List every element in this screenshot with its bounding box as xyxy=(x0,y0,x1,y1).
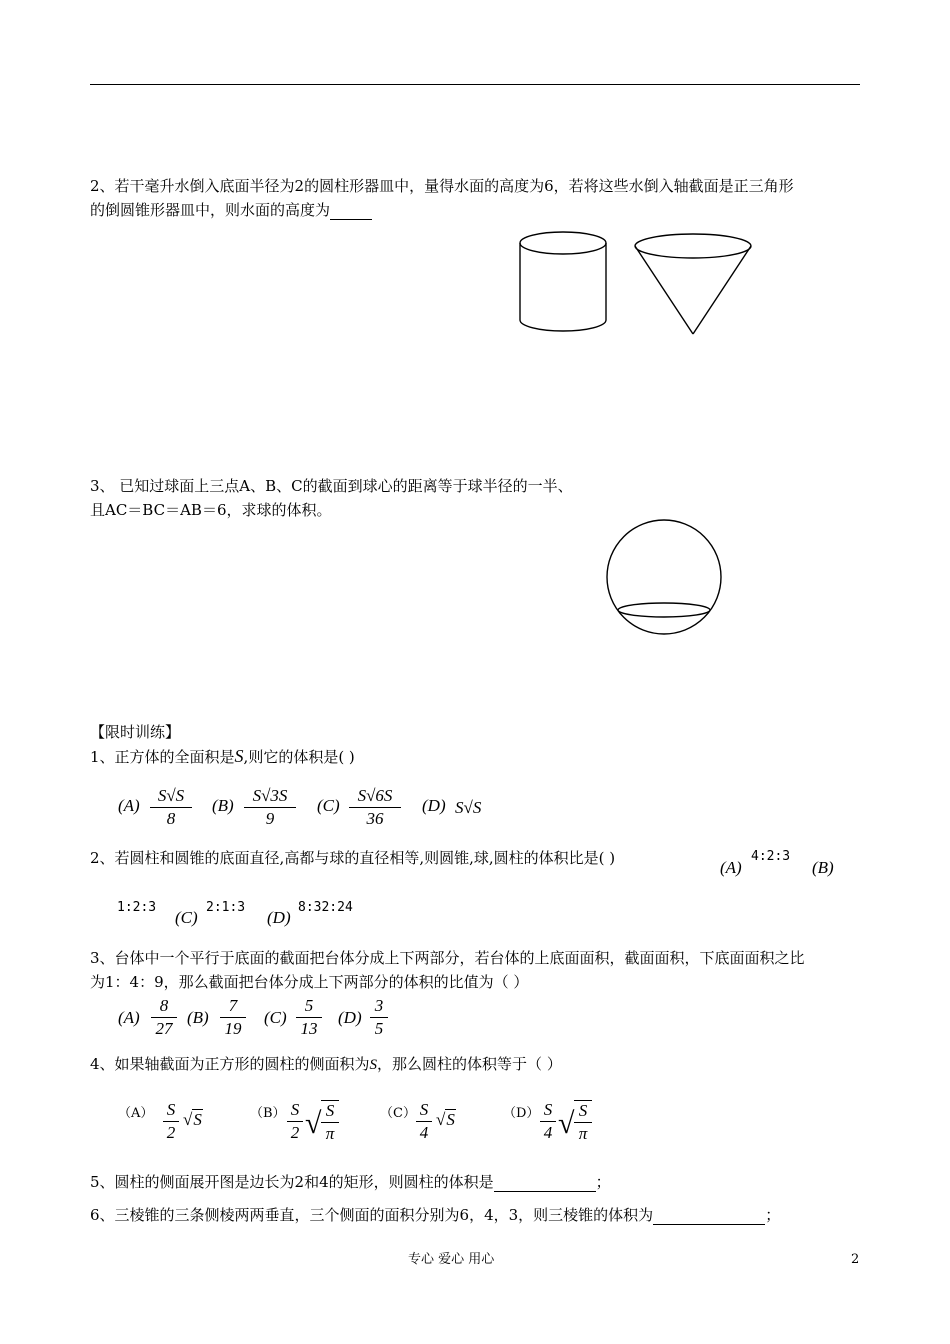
t4-opt-d-rad-num: S xyxy=(578,1101,588,1120)
q2-line1: 2、若干毫升水倒入底面半径为2的圆柱形器皿中，量得水面的高度为6，若将这些水倒入轴截面是正三角形 xyxy=(90,177,794,195)
t4-stem xyxy=(90,1054,562,1075)
t1-stem xyxy=(90,746,355,767)
t1-opt-a-label: (A) xyxy=(118,796,140,815)
t5-answer-blank xyxy=(494,1175,596,1192)
t1-opt-b-label: (B) xyxy=(212,796,234,815)
t4-stem-a: 4、如果轴截面为正方形的圆柱的侧面积为 xyxy=(90,1055,370,1073)
cylinder-cone-figure xyxy=(510,228,760,338)
t2-d-value: 8:32:24 xyxy=(298,900,353,915)
t3-opt-b-den: 19 xyxy=(224,1019,242,1038)
t3-opt-a-num: 8 xyxy=(159,996,169,1015)
cylinder-icon xyxy=(520,232,606,331)
t1-opt-c-label: (C) xyxy=(317,796,340,815)
sphere-icon xyxy=(607,520,721,634)
t3-opt-c-label: (C) xyxy=(264,1008,287,1027)
t4-opt-b-num: S xyxy=(290,1100,300,1119)
t1-opt-c-num: S√6S xyxy=(357,786,393,805)
t4-opt-d-radfrac xyxy=(574,1100,592,1144)
t3-opt-d-label: (D) xyxy=(338,1008,362,1027)
t6-answer-blank xyxy=(653,1208,765,1225)
t6-stem: 6、三棱锥的三条侧棱两两垂直，三个侧面的面积分别为6，4，3，则三棱锥的体积为 xyxy=(90,1206,654,1224)
t4-opt-d-label: （D） xyxy=(503,1106,540,1121)
t4-opt-c-num: S xyxy=(419,1100,429,1119)
t1-opt-a-den: 8 xyxy=(166,809,176,828)
t1-opt-a-num: S√S xyxy=(157,786,185,805)
radical-sign-icon: √ xyxy=(558,1107,575,1140)
t4-opt-b-rad-num: S xyxy=(325,1101,335,1120)
t4-opt-a-num: S xyxy=(166,1100,176,1119)
t2-c-value: 2:1:3 xyxy=(206,900,246,915)
t1-opt-c-den: 36 xyxy=(366,809,384,828)
q3-line1: 3、 已知过球面上三点A、B、C的截面到球心的距离等于球半径的一半、 xyxy=(90,477,573,495)
t4-opt-b-radfrac xyxy=(321,1100,339,1144)
t3-opt-c-den: 13 xyxy=(300,1019,318,1038)
t5-stem: 5、圆柱的侧面展开图是边长为2和4的矩形，则圆柱的体积是 xyxy=(90,1173,494,1191)
t2-b-value: 1:2:3 xyxy=(117,900,157,915)
q2-answer-blank xyxy=(330,203,372,220)
cone-icon xyxy=(635,234,751,334)
t4-var: S xyxy=(369,1057,378,1073)
t1-opt-d-value: S√S xyxy=(455,798,482,817)
t4-opt-a-den: 2 xyxy=(166,1123,176,1142)
t4-opt-a-rad: √S xyxy=(183,1110,202,1129)
t6-line xyxy=(90,1205,780,1225)
t1-opt-b-frac xyxy=(244,786,296,829)
t3-opt-a-label: (A) xyxy=(118,1008,140,1027)
t3-opt-a-den: 27 xyxy=(155,1019,173,1038)
t1-stem-a: 1、正方体的全面积是 xyxy=(90,748,235,766)
t3-opt-a-frac xyxy=(151,996,177,1039)
t2-stem: 2、若圆柱和圆锥的底面直径,高都与球的直径相等,则圆锥,球,圆柱的体积比是( ) xyxy=(90,849,616,867)
t6-tail: ； xyxy=(765,1206,781,1224)
t3-opt-b-frac xyxy=(220,996,246,1039)
t4-opt-d-frac xyxy=(540,1100,556,1143)
page-number: 2 xyxy=(851,1252,860,1267)
t4-opt-b-label: （B） xyxy=(250,1106,286,1121)
t1-opt-d-label: (D) xyxy=(422,796,446,815)
t3-opt-b-label: (B) xyxy=(187,1008,209,1027)
t4-opt-c-rad: √S xyxy=(436,1110,455,1129)
t5-line xyxy=(90,1172,611,1192)
t2-a-value: 4:2:3 xyxy=(751,849,791,864)
t1-opt-c-frac xyxy=(349,786,401,829)
t4-opt-a-radicand: S xyxy=(193,1110,202,1129)
q2-line2-text: 的倒圆锥形器皿中，则水面的高度为 xyxy=(90,201,331,219)
t1-opt-a-frac xyxy=(150,786,192,829)
t3-opt-c-frac xyxy=(296,996,322,1039)
t4-opt-a-label: （A） xyxy=(118,1106,154,1121)
t1-opt-b-num: S√3S xyxy=(252,786,288,805)
t2-a-label: (A) xyxy=(720,858,742,877)
t2-b-label: (B) xyxy=(812,858,834,877)
footer-center: 专心 爱心 用心 xyxy=(408,1252,495,1267)
t3-line2: 为1：4：9，那么截面把台体分成上下两部分的体积的比值为（ ） xyxy=(90,973,529,991)
q2-line2 xyxy=(90,200,372,220)
q3-line2: 且AC＝BC＝AB＝6，求球的体积。 xyxy=(90,501,332,519)
t4-opt-b-rad-den: π xyxy=(325,1124,335,1143)
t1-stem-b: ,则它的体积是( ) xyxy=(243,748,355,766)
t3-line1: 3、台体中一个平行于底面的截面把台体分成上下两部分，若台体的上底面面积，截面面积，下底面面积之比 xyxy=(90,949,805,967)
sphere-figure xyxy=(602,516,728,640)
t4-opt-c-label: （C） xyxy=(380,1106,416,1121)
t3-opt-d-frac xyxy=(370,996,388,1039)
header-rule xyxy=(90,84,860,85)
t4-opt-c-radicand: S xyxy=(446,1110,455,1129)
t4-opt-c-frac xyxy=(416,1100,432,1143)
t3-opt-c-num: 5 xyxy=(304,996,314,1015)
t4-opt-c-den: 4 xyxy=(419,1123,429,1142)
t3-opt-d-num: 3 xyxy=(374,996,384,1015)
t2-c-label: (C) xyxy=(175,908,198,927)
t4-stem-b: ，那么圆柱的体积等于（ ） xyxy=(377,1055,562,1073)
t1-opt-b-den: 9 xyxy=(265,809,275,828)
t5-tail: ； xyxy=(595,1173,611,1191)
t4-opt-d-rad-den: π xyxy=(578,1124,588,1143)
t2-d-label: (D) xyxy=(267,908,291,927)
t4-opt-d-den: 4 xyxy=(543,1123,553,1142)
radical-sign-icon: √ xyxy=(305,1107,322,1140)
t4-opt-a-frac xyxy=(163,1100,179,1143)
t1-var: S xyxy=(234,746,244,766)
t3-opt-b-num: 7 xyxy=(228,996,238,1015)
t3-opt-d-den: 5 xyxy=(374,1019,384,1038)
t4-opt-b-den: 2 xyxy=(290,1123,300,1142)
t4-opt-d-num: S xyxy=(543,1100,553,1119)
t4-opt-b-frac xyxy=(287,1100,303,1143)
section-title: 【限时训练】 xyxy=(90,723,181,741)
